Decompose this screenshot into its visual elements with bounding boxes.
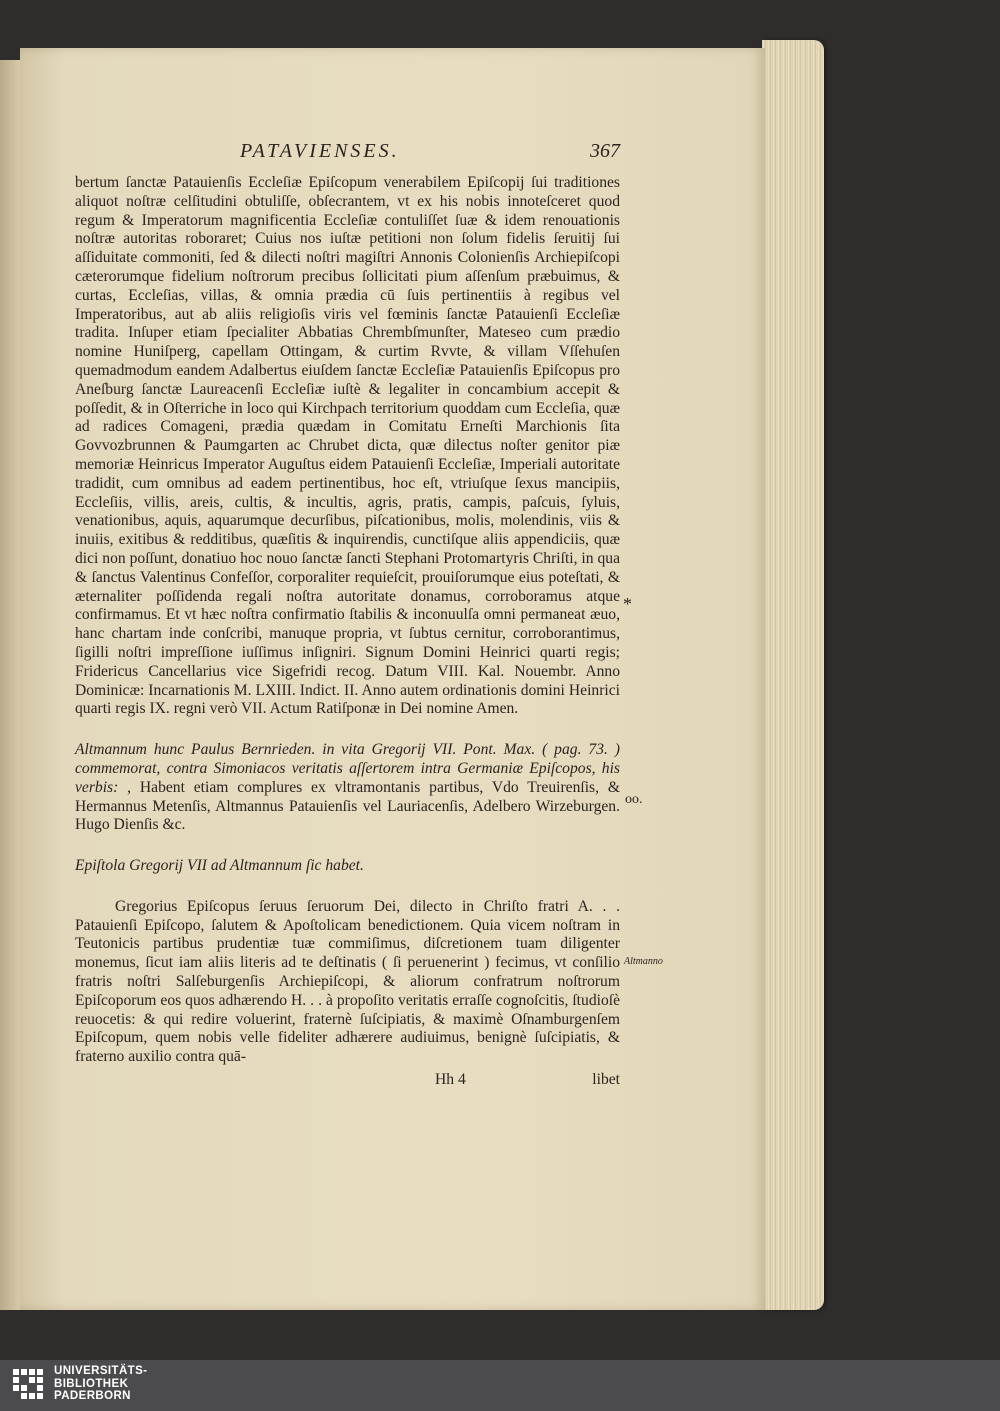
page-text-block — [75, 140, 620, 1093]
epistle-text: Gregorius Epiſcopus ſeruus ſeruorum Dei, dilecto in Chriſto fratri A. . . Patauienſi Epiſcopo, ſalutem & Apoſtolicam benedictionem. Quia vicem noſtram in Teutonicis partibus prudentiæ tuæ commiſimus, diſcretionem tuam diligenter monemus, ſicut iam aliis literis ad te deſtinatis ( ſi peruenerint ) fecimus, vt conſilio fratris noſtri Salſeburgenſis Archiepiſcopi, & aliorum confratrum noſtrorum Epiſcoporum eos quos adhærendo H. . . à propoſito veritatis erraſſe cognoſcitis, ſtudioſè reuocetis: & qui redire voluerint, fraternè ſuſcipiatis, & maximè Oſnamburgenſem Epiſcopum, quem nobis velle fideliter adhærere audiuimus, benignè ſuſcipiatis, & fraterno auxilio contra quā- — [75, 897, 620, 1066]
note-italic: Altmannum hunc Paulus Bernrieden. in vita Gregorij VII. Pont. Max. ( pag. 73. ) commemorat, contra Simoniacos veritatis aſſertorem intra Germaniæ Epiſcopos, his verbis: — [75, 741, 620, 796]
signature-mark: Hh 4 — [435, 1071, 466, 1089]
charter-text: bertum ſanctæ Patauienſis Eccleſiæ Epiſcopum venerabilem Epiſcopij ſui traditiones aliquot noſtræ celſitudini obtuliſſe, obſecrantem, vt ex his nobis innoteſceret quod regum & Imperatorum magnificentia Eccleſiæ contuliſſet ſuæ & idem renouationis noſtræ autoritas roboraret; Cuius nos iuſtæ petitioni non ſolum fidelis ſeruitij ſui aſſiduitate commoniti, ſed & dilecti noſtri magiſtri Annonis Colonienſis Archiepiſcopi cæterorumque fidelium noſtrorum precibus ſollicitati pium aſſenſum præbuimus, & curtas, Eccleſias, villas, & omnia prædia cū ſuis pertinentiis à regibus vel Imperatoribus, aut ab aliis religioſis viris vel fœminis ſanctæ Patauienſi Eccleſiæ tradita. Inſuper etiam ſpecialiter Abbatias Chrembſmunſter, Mateseo cum prædio nomine Huniſperg, capellam Ottingam, & curtim Rvvte, & villam Vſſehuſen quemadmodum eandem Adalbertus eiuſdem ſanctæ Eccleſiæ Patauienſis Epiſcopus pro Aneſburg ſanctæ Laureacenſi Eccleſiæ iuſtè & legaliter in concambium accepit & poſſedit, & in Oſterriche in loco qui Kirchpach territorium quoddam cum Eccleſia, quæ ad radices Comageni, prædia quædam in Comitatu Erneſti Marchionis ſita Govvozbrunnen & Paumgarten ac Chrubet dicta, quæ dilectus noſter genitor piæ memoriæ Heinricus Imperator Auguſtus eidem Patauienſi Eccleſiæ, Imperiali autoritate tradidit, cum omnibus ad eadem pertinentibus, hoc eſt, vtriuſque ſexus mancipiis, Eccleſiis, villis, areis, cultis, & incultis, agris, pratis, campis, paſcuis, ſyluis, venationibus, aquis, aquarumque decurſibus, piſcationibus, molis, molendinis, viis & inuiis, exitibus & redditibus, quæſitis & inquirendis, cunctiſque aliis appendiciis, quæ dici non poſſunt, donatiuo hoc nouo ſanctæ ſancti Stephani Protomartyris Chriſti, in qua & ſanctus Valentinus Confeſſor, corporaliter requieſcit, prouiſorumque eius poteſtati, & æternaliter poſſidenda regali noſtra autoritate donamus, corroboramus atque confirmamus. Et vt hæc noſtra confirmatio ſtabilis & inconuulſa omni permaneat æuo, hanc chartam inde conſcribi, manuque propria, vt ſubtus cernitur, corroborantimus, ſigilli noſtri impreſſione iuſſimus inſigniri. Signum Domini Heinrici quarti regis; Fridericus Cancellarius vice Sigefridi recog. Datum VIII. Kal. Nouembr. Anno Dominicæ: Incarnationis M. LXIII. Indict. II. Anno autem ordinationis domini Heinrici quarti regis IX. regni verò VII. Actum Ratiſponæ in Dei nomine Amen. — [75, 174, 620, 718]
page-header — [75, 140, 620, 174]
library-name-line2: BIBLIOTHEK — [54, 1377, 129, 1390]
note-paragraph — [75, 741, 620, 835]
library-name — [54, 1365, 147, 1403]
library-name-line3: PADERBORN — [54, 1390, 131, 1402]
margin-note-altmanno: Altmanno — [624, 956, 663, 967]
margin-oo: oo. — [625, 792, 643, 807]
running-head: PATAVIENSES. — [240, 140, 400, 162]
facing-page-edge — [0, 60, 21, 1310]
margin-asterisk: * — [623, 594, 632, 614]
page-footer-line — [75, 1071, 620, 1093]
catchword: libet — [592, 1071, 620, 1089]
page-number: 367 — [590, 140, 620, 162]
book-page-edges — [762, 40, 824, 1310]
footer-bar — [0, 1360, 1000, 1411]
note-roman: , Habent etiam complures ex vltramontanis partibus, Vdo Treuirenſis, & Hermannus Metenſis, Altmannus Patauienſis vel Lauriacenſis, Adelbero Wirzeburgen. Hugo Dienſis &c. — [75, 778, 620, 834]
library-name-line1: UNIVERSITÄTS- — [54, 1365, 148, 1377]
epistle-heading: Epiſtola Gregorij VII ad Altmannum ſic habet. — [75, 857, 364, 875]
library-logo-icon — [12, 1368, 46, 1402]
